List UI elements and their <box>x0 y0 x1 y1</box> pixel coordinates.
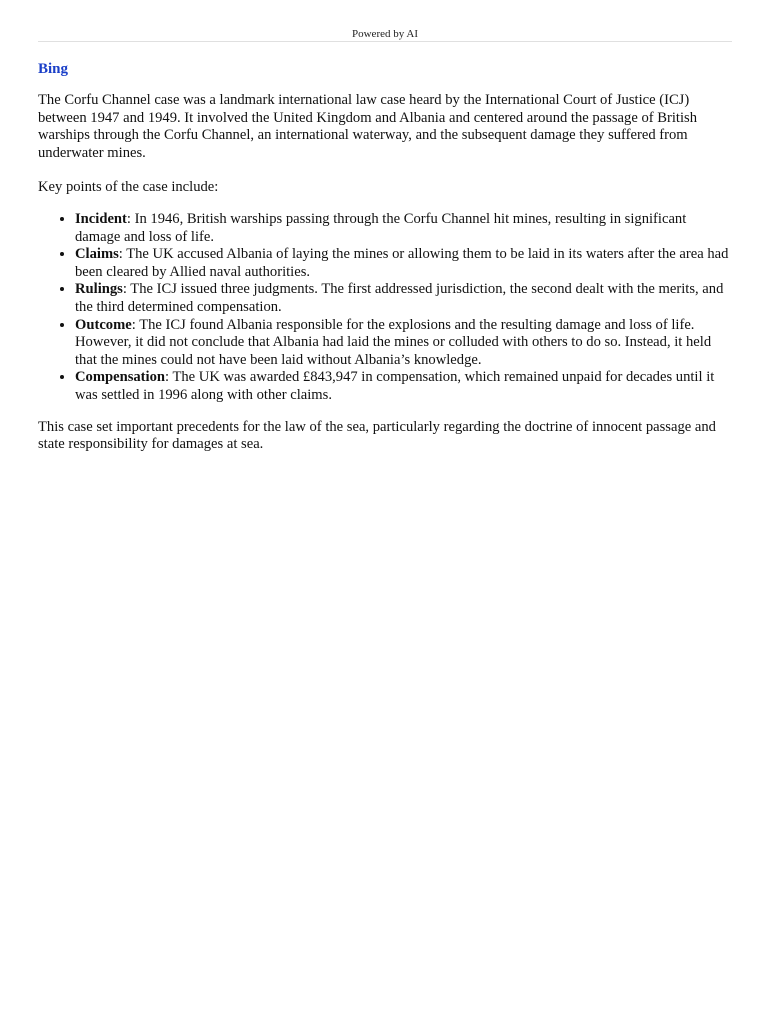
document-page <box>38 0 732 454</box>
point-label: Outcome <box>75 316 132 333</box>
point-label: Rulings <box>75 281 123 298</box>
point-text: : The ICJ found Albania responsible for the explosions and the resulting damage and loss of life. However, it did not conclude that Albania had laid the mines or colluded with others to do so. Instead, it held that the mines could not have been laid without Albania’s knowledge. <box>75 316 712 368</box>
point-label: Compensation <box>75 369 166 386</box>
intro-paragraph: The Corfu Channel case was a landmark international law case heard by the International Court of Justice (ICJ) between 1947 and 1949. It involved the United Kingdom and Albania and centered around the passage of British warships through the Corfu Channel, an international waterway, and the subsequent damage they suffered from underwater mines. <box>38 92 697 161</box>
list-item <box>75 211 732 246</box>
point-label: Claims <box>75 246 119 263</box>
point-text: : In 1946, British warships passing through the Corfu Channel hit mines, resulting in significant damage and loss of life. <box>75 210 687 245</box>
list-item <box>75 246 732 281</box>
point-label: Incident <box>75 210 127 227</box>
powered-by-header: Powered by AI <box>352 28 418 40</box>
list-item <box>75 281 732 316</box>
point-text: : The UK accused Albania of laying the mines or allowing them to be laid in its waters after the area had been cleared by Allied naval authorities. <box>75 246 729 280</box>
point-text: : The ICJ issued three judgments. The first addressed jurisdiction, the second dealt with the merits, and the third determined compensation. <box>75 281 724 315</box>
conclusion-paragraph: This case set important precedents for the law of the sea, particularly regarding the doctrine of innocent passage and state responsibility for damages at sea. <box>38 418 716 453</box>
list-item <box>75 369 732 404</box>
key-points-heading: Key points of the case include: <box>38 179 219 196</box>
point-text: : The UK was awarded £843,947 in compensation, which remained unpaid for decades until it was settled in 1996 along with other claims. <box>75 369 715 403</box>
header-divider <box>38 41 732 42</box>
key-points-list <box>38 211 732 405</box>
list-item <box>75 317 732 370</box>
document-title: Bing <box>38 61 69 77</box>
